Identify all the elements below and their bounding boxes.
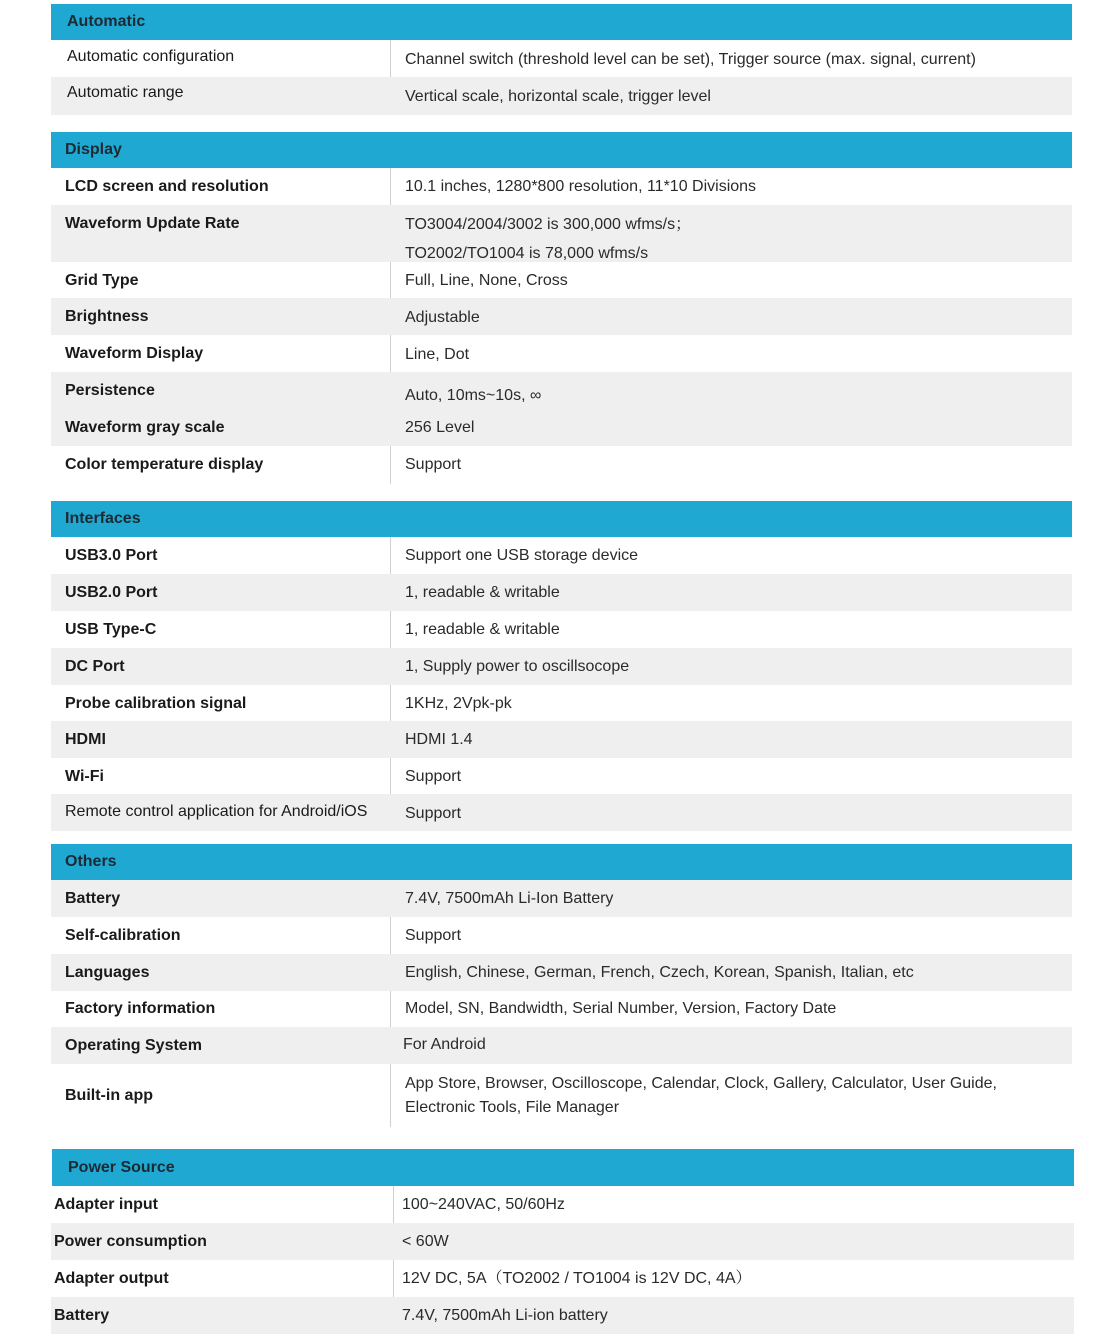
section-interfaces <box>51 501 1072 831</box>
section-automatic <box>51 4 1072 115</box>
spec-value: For Android <box>403 1036 486 1053</box>
spec-label: Grid Type <box>65 272 139 289</box>
spec-value: English, Chinese, German, French, Czech, Korean, Spanish, Italian, etc <box>405 964 914 981</box>
section-power-source <box>51 1149 1074 1334</box>
section-header: Others <box>51 844 1072 880</box>
section-header: Display <box>51 132 1072 168</box>
spec-value: Adjustable <box>405 309 480 326</box>
spec-label: Adapter input <box>54 1196 158 1213</box>
spec-value: 256 Level <box>405 419 475 436</box>
spec-label: HDMI <box>65 731 106 748</box>
spec-label: Operating System <box>65 1037 202 1054</box>
spec-label: Built-in app <box>65 1087 153 1104</box>
spec-value: HDMI 1.4 <box>405 731 473 748</box>
spec-value: Vertical scale, horizontal scale, trigger level <box>405 88 711 105</box>
spec-row <box>51 721 1072 758</box>
spec-label: Power consumption <box>54 1233 207 1250</box>
spec-label: Battery <box>65 890 121 907</box>
spec-value-line2: Electronic Tools, File Manager <box>405 1099 620 1116</box>
section-header: Interfaces <box>51 501 1072 537</box>
spec-value: 100~240VAC, 50/60Hz <box>402 1196 565 1213</box>
spec-label: Persistence <box>65 382 155 399</box>
spec-row <box>51 611 1072 648</box>
spec-row <box>51 574 1072 611</box>
spec-row <box>51 262 1072 298</box>
spec-value: Full, Line, None, Cross <box>405 272 568 289</box>
spec-label: Automatic configuration <box>67 48 235 65</box>
spec-value: Line, Dot <box>405 346 470 363</box>
spec-value: 1KHz, 2Vpk-pk <box>405 695 512 712</box>
spec-value: < 60W <box>402 1233 449 1250</box>
spec-value: 10.1 inches, 1280*800 resolution, 11*10 Divisions <box>405 178 757 195</box>
spec-value: Model, SN, Bandwidth, Serial Number, Version, Factory Date <box>405 1000 837 1017</box>
spec-value-line2: TO2002/TO1004 is 78,000 wfms/s <box>405 245 649 262</box>
spec-label: Languages <box>65 964 150 981</box>
section-header: Power Source <box>52 1149 1074 1186</box>
spec-label: Probe calibration signal <box>65 695 247 712</box>
spec-label: LCD screen and resolution <box>65 178 269 195</box>
spec-value: Support one USB storage device <box>405 547 639 564</box>
spec-value: 7.4V, 7500mAh Li-ion battery <box>402 1307 608 1324</box>
spec-label: Battery <box>54 1307 110 1324</box>
section-header: Automatic <box>51 4 1072 40</box>
spec-row <box>51 537 1072 574</box>
spec-row <box>51 1186 1074 1223</box>
spec-value: 1, Supply power to oscillsocope <box>405 658 630 675</box>
spec-row <box>51 880 1072 917</box>
spec-value: 12V DC, 5A（TO2002 / TO1004 is 12V DC, 4A） <box>402 1270 752 1287</box>
spec-label: Brightness <box>65 308 149 325</box>
spec-label: Color temperature display <box>65 456 264 473</box>
section-display <box>51 132 1072 484</box>
spec-value: Support <box>405 768 462 785</box>
spec-value: Support <box>405 456 462 473</box>
spec-label: Automatic range <box>67 84 184 101</box>
spec-label: Self-calibration <box>65 927 181 944</box>
spec-row <box>51 685 1072 721</box>
spec-row <box>51 40 1072 77</box>
spec-row <box>51 372 1072 446</box>
spec-value: Channel switch (threshold level can be set), Trigger source (max. signal, current) <box>405 51 976 68</box>
spec-row <box>51 1064 1072 1127</box>
spec-value: 1, readable & writable <box>405 584 560 601</box>
spec-row <box>51 1223 1074 1260</box>
spec-row <box>51 335 1072 372</box>
spec-value: 1, readable & writable <box>405 621 560 638</box>
spec-row <box>51 446 1072 484</box>
spec-value: Auto, 10ms~10s, ∞ <box>405 387 542 404</box>
spec-value: TO3004/2004/3002 is 300,000 wfms/s； <box>405 216 692 233</box>
spec-row <box>51 758 1072 794</box>
spec-value: 7.4V, 7500mAh Li-Ion Battery <box>405 890 614 907</box>
spec-row <box>51 1297 1074 1334</box>
spec-value: Support <box>405 805 462 822</box>
spec-row <box>51 168 1072 205</box>
spec-row <box>51 77 1072 115</box>
spec-label: Wi-Fi <box>65 768 104 785</box>
spec-row <box>51 648 1072 685</box>
spec-label: Waveform Update Rate <box>65 215 240 232</box>
spec-label: Remote control application for Android/iOS <box>65 803 368 820</box>
spec-label: Waveform gray scale <box>65 419 225 436</box>
spec-row <box>51 1260 1074 1297</box>
spec-label: USB2.0 Port <box>65 584 158 601</box>
spec-row <box>51 917 1072 954</box>
spec-value: App Store, Browser, Oscilloscope, Calendar, Clock, Gallery, Calculator, User Guide, <box>405 1075 997 1092</box>
spec-label: DC Port <box>65 658 125 675</box>
spec-label: Waveform Display <box>65 345 204 362</box>
spec-label: Adapter output <box>54 1270 169 1287</box>
spec-row <box>51 1027 1072 1064</box>
spec-row <box>51 954 1072 991</box>
spec-value: Support <box>405 927 462 944</box>
spec-label: USB3.0 Port <box>65 547 158 564</box>
section-others <box>51 844 1072 1127</box>
spec-row <box>51 205 1072 262</box>
spec-row <box>51 298 1072 335</box>
spec-label: USB Type-C <box>65 621 157 638</box>
spec-row <box>51 991 1072 1027</box>
spec-row <box>51 794 1072 831</box>
spec-label: Factory information <box>65 1000 216 1017</box>
